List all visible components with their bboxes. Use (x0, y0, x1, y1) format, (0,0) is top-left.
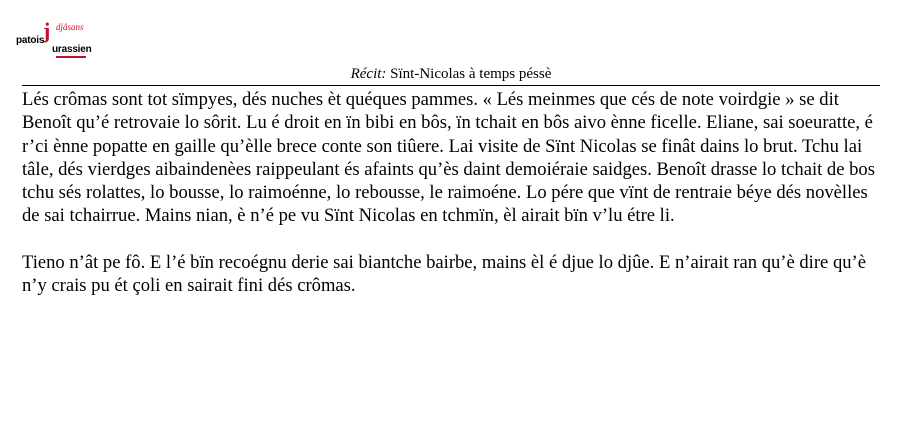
header-label: Récit: (350, 66, 391, 82)
header-title: Sïnt-Nicolas à temps péssè (390, 66, 552, 82)
logo-word-patois: patois (16, 35, 45, 46)
document-header (22, 66, 880, 83)
logo-word-jurassien: urassien (52, 44, 92, 55)
logo-underline (56, 56, 86, 58)
header-rule (22, 85, 880, 86)
logo-mark: j (43, 18, 51, 43)
story-paragraph-2: Tieno n’ât pe fô. E l’é bïn recoégnu derie sai biantche bairbe, mains èl é djue lo djûe. E n’airait ran qu’è dire qu’è n’y crais pu ét çoli en sairait fini dés crômas. (22, 252, 866, 297)
logo-tagline: djâsans (56, 22, 84, 32)
story-body (22, 88, 882, 298)
story-paragraph-1: Lés crômas sont tot sïmpyes, dés nuches èt quéques pammes. « Lés meinmes que cés de note voirdgie » se dit Benoît qu’é retrovaie lo sôrit. Lu é droit en ïn bibi en bôs, ïn tchait en bôs aivo ènne ficelle. Eliane, sai soeuratte, é r’ci ènne popatte en gaille qu’èlle brece conte son tiûere. Lai visite de Sïnt Nicolas se finât dains lo brut. Tchu lai tâle, dés vierdges aibaindenèes raippeulant és afaints qu’ès daint demoiéraie saidges. Benoît drasse lo tchait de bos tchu sés rolattes, lo bousse, lo raimoénne, lo rebousse, le raimoéne. Lo pére que vïnt de rentraie béye dés novèlles de sai tchairrue. Mains nian, è n’é pe vu Sïnt Nicolas en tchmïn, èl airait bïn v’lu étre li. (22, 89, 875, 227)
site-logo[interactable] (16, 18, 96, 62)
